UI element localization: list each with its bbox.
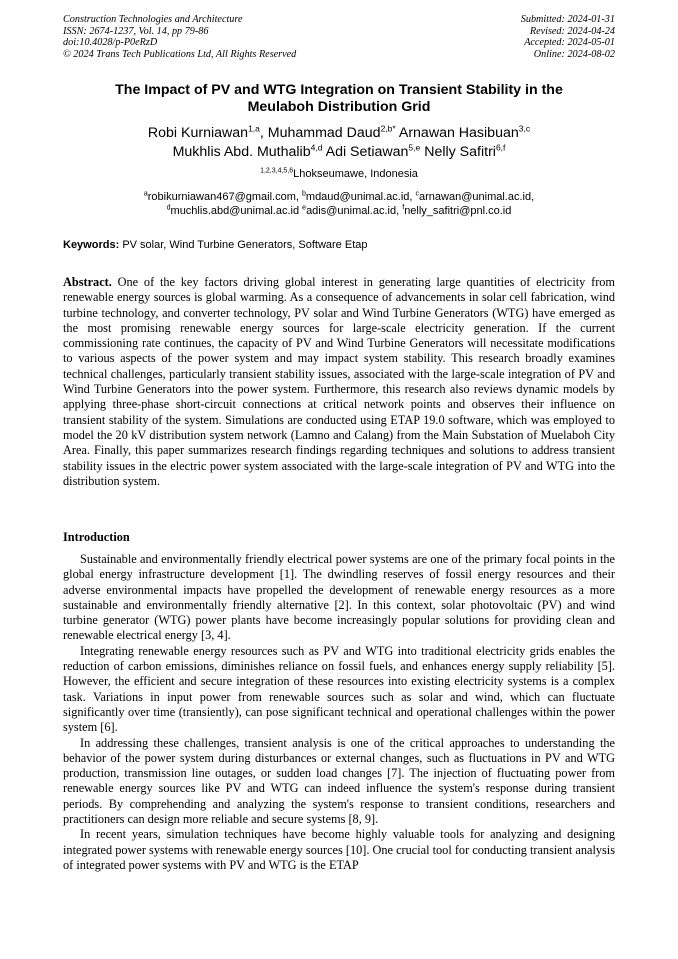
paper-title-line: Meulaboh Distribution Grid xyxy=(247,99,431,115)
keywords-label: Keywords: xyxy=(63,239,120,251)
author-name: Mukhlis Abd. Muthalib xyxy=(172,144,311,160)
author-name: Robi Kurniawan xyxy=(147,125,249,141)
author-sup: 4,d xyxy=(310,142,323,153)
author-name: Nelly Safitri xyxy=(424,144,496,160)
email-line: $^a$robikurniawan467@gmail.com, $^b$mdaud@unimal.ac.id, $^c$arnawan@unimal.ac.id, xyxy=(143,190,535,203)
affiliation-text: Lhokseumawe, Indonesia xyxy=(293,168,418,180)
email-sup: e xyxy=(302,204,307,212)
author-name: Adi Setiawan xyxy=(325,144,409,160)
keywords xyxy=(63,238,615,252)
email-sup: a xyxy=(143,190,148,198)
email-sup: d xyxy=(166,204,171,212)
journal-copyright: © 2024 Trans Tech Publications Ltd, All Rights Reserved xyxy=(63,48,297,60)
journal-issn: ISSN: 2674-1237, Vol. 14, pp 79-86 xyxy=(63,25,209,37)
author-line xyxy=(63,143,615,162)
email-list xyxy=(63,190,615,218)
email-sup: f xyxy=(402,204,405,212)
introduction-body xyxy=(63,552,615,873)
email-address: arnawan@unimal.ac.id xyxy=(419,191,532,203)
abstract-label: Abstract. xyxy=(63,275,112,289)
abstract-text: One of the key factors driving global interest in generating large quantities of electricity from renewable energy sources is global warming. As a consequence of advancements in solar cell fabrication, wind turbine technology, and converter technology, PV solar and Wind Turbine Generators (WTG) have emerged as the most promising renewable energy sources for large-scale electricity generation. If the current commissioning rate continues, the capacity of PV and Wind Turbine Generators will necessitate modifications to various aspects of the power system and may impact system stability. This research broadly examines technical challenges, particularly transient stability issues, associated with the large-scale integration of PV and Wind Turbine Generators into the power system. Furthermore, this research also reviews dynamic models by applying three-phase short-circuit connections at critical network points and observes their influence on transient stability of the system. Simulations are conducted using ETAP 19.0 software, which was employed to model the 20 kV distribution system network (Lamno and Calang) from the Main Substation of Muelaboh City Area. Finally, this paper summarizes research findings regarding techniques and solutions to address transient stability issues in the electric power system associated with the large-scale integration of PV and WTG into the distribution system. xyxy=(63,275,616,488)
journal-header xyxy=(63,14,393,60)
author-name: Muhammad Daud xyxy=(267,125,381,141)
email-address: mdaud@unimal.ac.id xyxy=(305,191,410,203)
keywords-text: PV solar, Wind Turbine Generators, Software Etap xyxy=(122,239,368,251)
author-sup: 6,f xyxy=(495,142,506,153)
email-line: $^d$muchlis.abd@unimal.ac.id $^e$adis@unimal.ac.id, $^f$nelly_safitri@pnl.co.id xyxy=(166,204,512,217)
introduction-heading: Introduction xyxy=(63,530,130,544)
email-address: muchlis.abd@unimal.ac.id xyxy=(170,205,300,217)
author-list xyxy=(63,124,615,162)
paragraph: In recent years, simulation techniques have become highly valuable tools for analyzing and designing integrated power systems with renewable energy sources [10]. One crucial tool for conducting transient analysis of integrated power systems with PV and WTG is the ETAP xyxy=(63,827,615,872)
author-sup: 3,c xyxy=(518,123,531,134)
paper-title-line: The Impact of PV and WTG Integration on Transient Stability in the xyxy=(115,82,563,98)
author-sup: 1,a xyxy=(248,123,260,134)
email-sup: b xyxy=(302,190,306,198)
date-accepted: Accepted: 2024-05-01 xyxy=(524,37,615,49)
author-line: Robi Kurniawan$^{1,a}$, Muhammad Daud$^{2,b*}$ Arnawan Hasibuan$^{3,c}$ xyxy=(147,123,531,141)
email-sup: c xyxy=(415,190,420,198)
affiliation xyxy=(63,168,615,181)
author-sup: 5,e xyxy=(408,142,421,153)
date-submitted: Submitted: 2024-01-31 xyxy=(520,14,615,25)
author-sup: 2,b* xyxy=(380,123,396,134)
author-name: Arnawan Hasibuan xyxy=(398,125,519,141)
email-address: robikurniawan467@gmail.com xyxy=(147,191,296,203)
journal-doi: doi:10.4028/p-P0eRzD xyxy=(63,37,158,49)
paragraph: Integrating renewable energy resources such as PV and WTG into traditional electricity grids enables the reduction of carbon emissions, diminishes reliance on fossil fuels, and enhances energy supply reliability [5]. However, the efficient and secure integration of these resources into existing electricity systems is a complex task. Variations in input power from renewable sources such as solar and wind, which can fluctuate significantly over time (transiently), can pose significant technical and operational challenges within the power system [6]. xyxy=(63,643,615,735)
affiliation-sup: 1,2,3,4,5,6 xyxy=(260,167,294,175)
date-revised: Revised: 2024-04-24 xyxy=(529,25,615,37)
email-address: adis@unimal.ac.id xyxy=(306,205,397,217)
paper-title xyxy=(63,82,615,116)
submission-dates xyxy=(415,14,615,60)
paragraph: In addressing these challenges, transient analysis is one of the critical approaches to understanding the behavior of the power system during disturbances or external changes, such as fluctuations in PV and WTG production, transmission line outages, or sudden load changes [7]. The injection of fluctuating power from renewable energy sources like PV and WTG can indeed influence the system's response during transient periods. By comprehending and analyzing the system's response to transient conditions, researchers and practitioners can design more reliable and secure systems [8, 9]. xyxy=(63,735,615,827)
email-address: nelly_safitri@pnl.co.id xyxy=(404,205,512,217)
abstract xyxy=(63,275,615,489)
journal-name: Construction Technologies and Architecture xyxy=(63,14,243,25)
paragraph: Sustainable and environmentally friendly electrical power systems are one of the primary focal points in the global energy infrastructure development [1]. The dwindling reserves of fossil energy resources and their adverse environmental impacts have propelled the development of renewable energy resources as a more sustainable and environmentally friendly alternative [2]. In this context, solar photovoltaic (PV) and wind turbine generator (WTG) power plants have become increasingly popular solutions for providing clean and renewable electrical energy [3, 4]. xyxy=(63,552,615,643)
date-online: Online: 2024-08-02 xyxy=(533,48,615,60)
